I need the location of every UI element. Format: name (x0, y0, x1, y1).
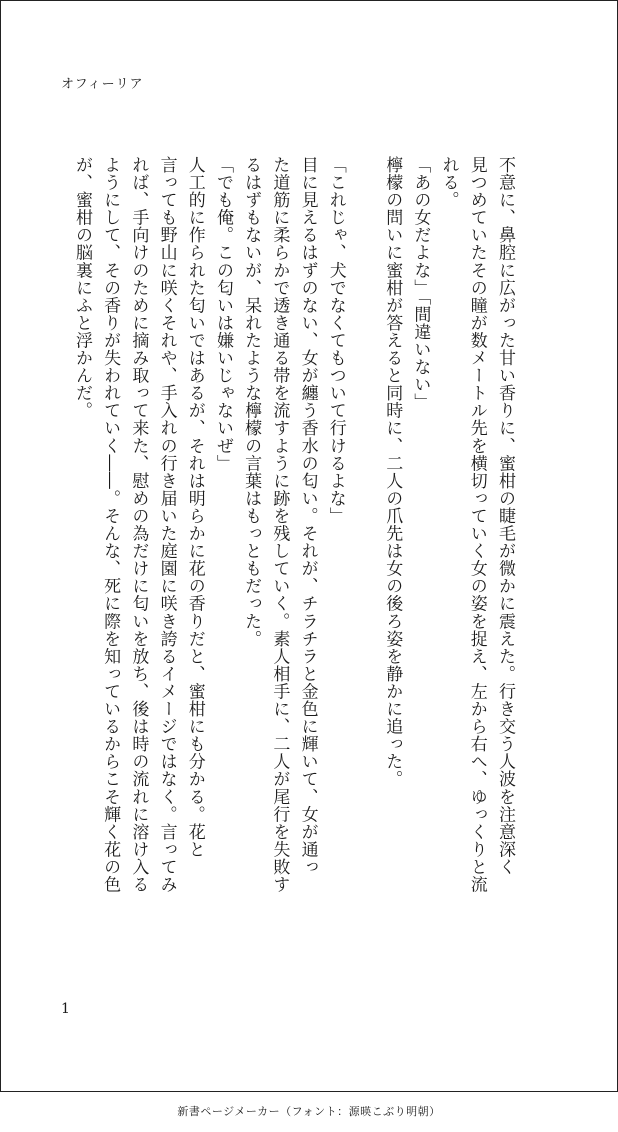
text-line: 人工的に作られた匂いではあるが、それは明らかに花の香りだと、蜜柑にも分かる。花と (184, 156, 205, 858)
blank-line (350, 156, 378, 916)
text-line: 見つめていたその瞳が数メートル先を横切っていく女の姿を捉え、左から右へ、ゆっくりと流 (466, 156, 487, 894)
text-line: が、蜜柑の脳裏にふと浮かんだ。 (71, 156, 92, 420)
body-text (68, 156, 519, 916)
text-line: 「あの女だよな」「間違いない」 (410, 156, 431, 411)
text-line: た道筋に柔らかで透き通る帯を流すように跡を残していく。素人相手に、二人が尾行を失敗す (269, 156, 290, 894)
text-line: 「これじゃ、犬でなくてもついて行けるよな」 (325, 156, 346, 525)
text-line: れば、手向けのために摘み取って来た、慰めの為だけに匂いを放ち、後は時の流れに溶け入る (128, 156, 149, 894)
text-line: 言っても野山に咲くそれや、手入れの行き届いた庭園に咲き誇るイメージではなく。言ってみ (156, 156, 177, 894)
page-number: 1 (61, 1001, 70, 1017)
text-line: 檸檬の問いに蜜柑が答えると同時に、二人の爪先は女の後ろ姿を静かに追った。 (382, 156, 403, 788)
text-line: るはずもないが、呆れたような檸檬の言葉はもっともだった。 (241, 156, 262, 648)
footer-credit: 新書ページメーカー（フォント：源暎こぶり明朝） (177, 1105, 441, 1118)
running-title: オフィーリア (61, 77, 144, 92)
text-line: 目に見えるはずのない、女が纏う香水の匂い。それが、チラチラと金色に輝いて、女が通っ (297, 156, 318, 876)
text-line: れる。 (438, 156, 459, 209)
text-line: 「でも俺。この匂いは嫌いじゃないぜ」 (212, 156, 233, 472)
text-line: 不意に、鼻腔に広がった甘い香りに、蜜柑の睫毛が微かに震えた。行き交う人波を注意深く (495, 156, 515, 876)
text-line: ようにして、その香りが失われていく――。そんな、死に際を知っているからこそ輝く花の色 (100, 156, 121, 894)
